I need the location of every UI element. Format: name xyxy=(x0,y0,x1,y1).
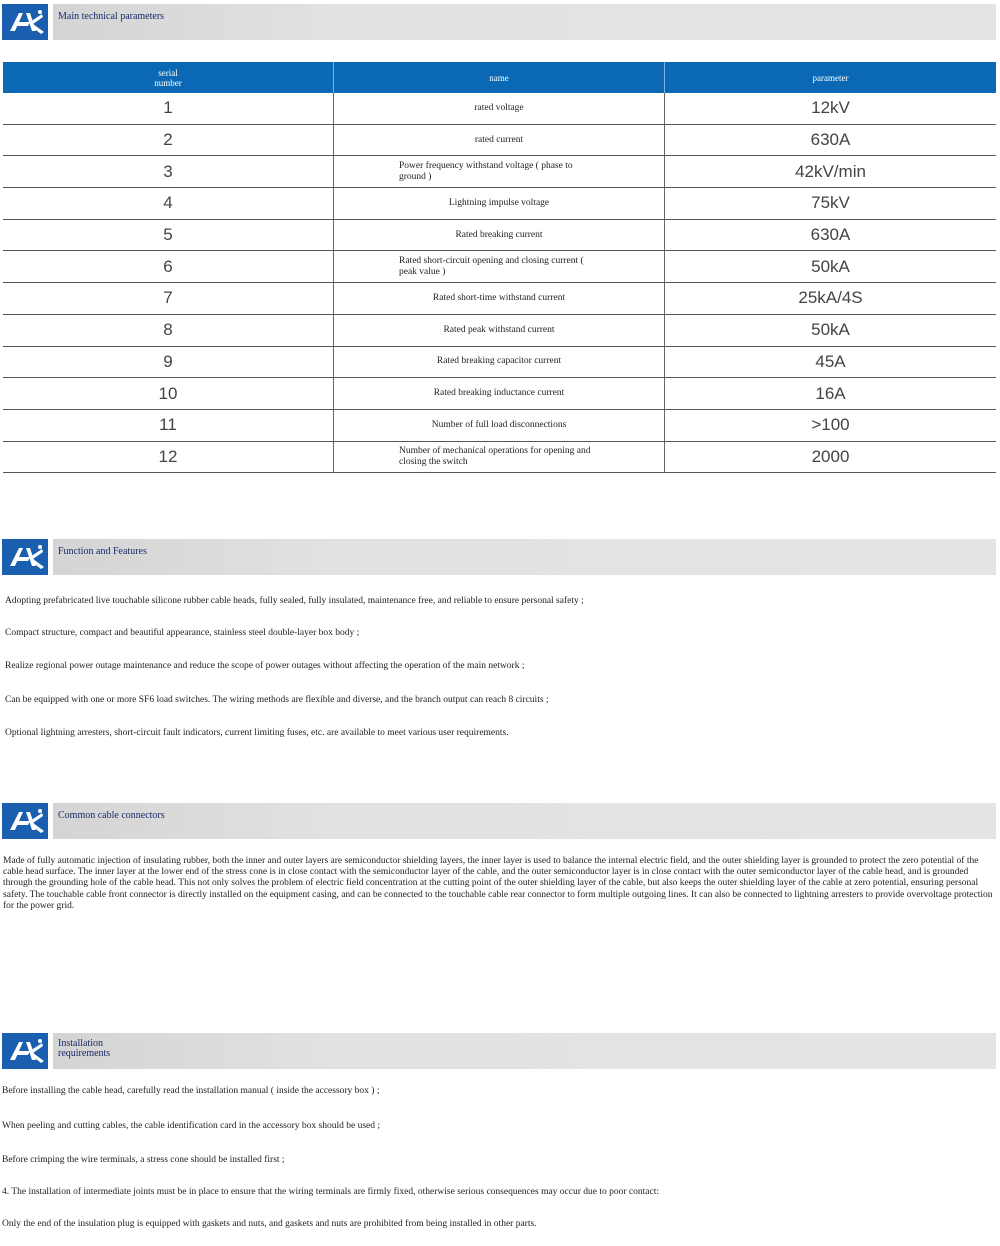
parameter-name-text: Power frequency withstand voltage ( phase to ground ) xyxy=(399,160,573,182)
feature-item: Can be equipped with one or more SF6 load switches. The wiring methods are flexible and diverse, and the branch output can reach 8 circuits ; xyxy=(5,695,549,705)
parameter-name-cell xyxy=(334,315,665,346)
serial-number-cell: 10 xyxy=(3,378,334,409)
install-item: Only the end of the insulation plug is equipped with gaskets and nuts, and gaskets and nuts are prohibited from being installed in other parts. xyxy=(2,1219,537,1229)
serial-number-cell: 4 xyxy=(3,188,334,219)
column-header-serial: serial number xyxy=(3,62,334,93)
section-title: Installation requirements xyxy=(58,1038,111,1059)
section-header-installation xyxy=(2,1033,996,1069)
table-row xyxy=(3,93,996,125)
section-title: Common cable connectors xyxy=(58,810,165,821)
section-header-features xyxy=(2,539,996,575)
table-row xyxy=(3,125,996,157)
feature-item: Compact structure, compact and beautiful appearance, stainless steel double-layer box body ; xyxy=(5,628,360,638)
section-title: Main technical parameters xyxy=(58,11,165,22)
parameter-name-cell xyxy=(334,442,665,473)
table-row xyxy=(3,378,996,410)
parameter-name-text: Rated breaking inductance current xyxy=(433,388,565,399)
serial-number-cell: 12 xyxy=(3,442,334,473)
connectors-paragraph: Made of fully automatic injection of insulating rubber, both the inner and outer layers are semiconductor shielding layers, the inner layer is used to balance the internal electric field, and the outer shielding layer is grounded to protect the zero potential of the cable head surface. The inner layer at the lower end of the stress cone is in close contact with the semiconductor layer of the cable, and the outer semiconductor layer is in close contact with the outer semiconductor layer of the cable head, and is grounded through the grounding hole of the cable head. This not only solves the problem of electric field concentration at the cutting point of the outer shielding layer of the cable, but also keeps the outer shielding layer of the cable at zero potential, ensuring personal safety. The touchable cable front connector is directly installed on the equipment casing, and can be connected to the touchable cable rear connector to form multiple outgoing lines. It can also be connected to lightning arresters to provide overvoltage protection for the power grid. xyxy=(3,856,993,911)
parameter-name-text: Rated breaking current xyxy=(455,229,543,240)
parameter-name-text: Number of full load disconnections xyxy=(431,419,567,430)
serial-number-cell: 3 xyxy=(3,156,334,187)
parameter-name-cell xyxy=(334,188,665,219)
parameter-name-text: rated current xyxy=(474,134,524,145)
serial-number-cell: 11 xyxy=(3,410,334,441)
parameter-value-cell: 16A xyxy=(815,383,846,403)
parameters-table xyxy=(3,62,996,473)
table-row xyxy=(3,188,996,220)
table-row xyxy=(3,220,996,252)
feature-item: Adopting prefabricated live touchable silicone rubber cable heads, fully sealed, fully insulated, maintenance free, and reliable to ensure personal safety ; xyxy=(5,596,584,606)
parameter-name-cell xyxy=(334,410,665,441)
parameter-value-cell: 42kV/min xyxy=(795,161,866,181)
column-header-parameter: parameter xyxy=(812,72,849,83)
parameter-value-cell: 630A xyxy=(810,130,851,150)
serial-number-cell: 6 xyxy=(3,251,334,282)
feature-item: Optional lightning arresters, short-circuit fault indicators, current limiting fuses, etc. are available to meet various user requirements. xyxy=(5,728,509,738)
section-title-bar xyxy=(53,4,996,40)
install-item: Before crimping the wire terminals, a stress cone should be installed first ; xyxy=(2,1155,285,1165)
table-row xyxy=(3,283,996,315)
section-title: Function and Features xyxy=(58,546,147,557)
parameter-value-cell: 630A xyxy=(810,225,851,245)
install-item: 4. The installation of intermediate joints must be in place to ensure that the wiring terminals are firmly fixed, otherwise serious consequences may occur due to poor contact: xyxy=(2,1187,659,1197)
section-header-connectors xyxy=(2,803,996,839)
table-row xyxy=(3,410,996,442)
install-item: When peeling and cutting cables, the cable identification card in the accessory box should be used ; xyxy=(2,1121,381,1131)
parameter-value-cell: 12kV xyxy=(811,98,850,118)
parameter-name-cell xyxy=(334,347,665,378)
parameter-value-cell: 75kV xyxy=(811,193,850,213)
company-logo-icon xyxy=(2,1033,48,1069)
parameter-name-cell xyxy=(334,251,665,282)
table-row xyxy=(3,156,996,188)
parameter-value-cell: 45A xyxy=(815,351,846,371)
table-row xyxy=(3,442,996,474)
serial-number-cell: 1 xyxy=(3,93,334,124)
parameter-value-cell: 50kA xyxy=(811,256,850,276)
parameter-name-cell xyxy=(334,378,665,409)
parameter-name-cell xyxy=(334,93,665,124)
parameter-value-cell: 2000 xyxy=(811,446,850,466)
parameter-name-text: Lightning impulse voltage xyxy=(448,197,550,208)
parameter-value-cell: 50kA xyxy=(811,320,850,340)
column-header-name: name xyxy=(334,62,665,93)
section-title-bar xyxy=(53,539,996,575)
serial-number-cell: 7 xyxy=(3,283,334,314)
company-logo-icon xyxy=(2,803,48,839)
serial-number-cell: 2 xyxy=(3,125,334,156)
parameter-name-cell xyxy=(334,125,665,156)
feature-item: Realize regional power outage maintenance and reduce the scope of power outages without affecting the operation of the main network ; xyxy=(5,661,525,671)
section-title-bar xyxy=(53,1033,996,1069)
serial-number-cell: 9 xyxy=(3,347,334,378)
parameter-name-text: Rated breaking capacitor current xyxy=(436,356,562,367)
install-item: Before installing the cable head, carefully read the installation manual ( inside the accessory box ) ; xyxy=(2,1086,380,1096)
company-logo-icon xyxy=(2,4,48,40)
section-header-params xyxy=(2,4,996,40)
parameter-name-text: rated voltage xyxy=(474,102,524,113)
parameter-name-text: Number of mechanical operations for opening and closing the switch xyxy=(399,445,591,467)
section-title-bar xyxy=(53,803,996,839)
parameter-name-text: Rated short-circuit opening and closing current ( peak value ) xyxy=(399,255,584,277)
company-logo-icon xyxy=(2,539,48,575)
serial-number-cell: 8 xyxy=(3,315,334,346)
table-row xyxy=(3,315,996,347)
table-row xyxy=(3,251,996,283)
table-row xyxy=(3,347,996,379)
parameter-value-cell: >100 xyxy=(811,415,850,435)
serial-number-cell: 5 xyxy=(3,220,334,251)
parameter-name-text: Rated short-time withstand current xyxy=(432,292,566,303)
parameter-name-cell xyxy=(334,220,665,251)
table-header-row xyxy=(3,62,996,93)
parameter-name-text: Rated peak withstand current xyxy=(443,324,555,335)
parameter-name-cell xyxy=(334,283,665,314)
parameter-name-cell xyxy=(334,156,665,187)
parameter-value-cell: 25kA/4S xyxy=(798,288,863,308)
